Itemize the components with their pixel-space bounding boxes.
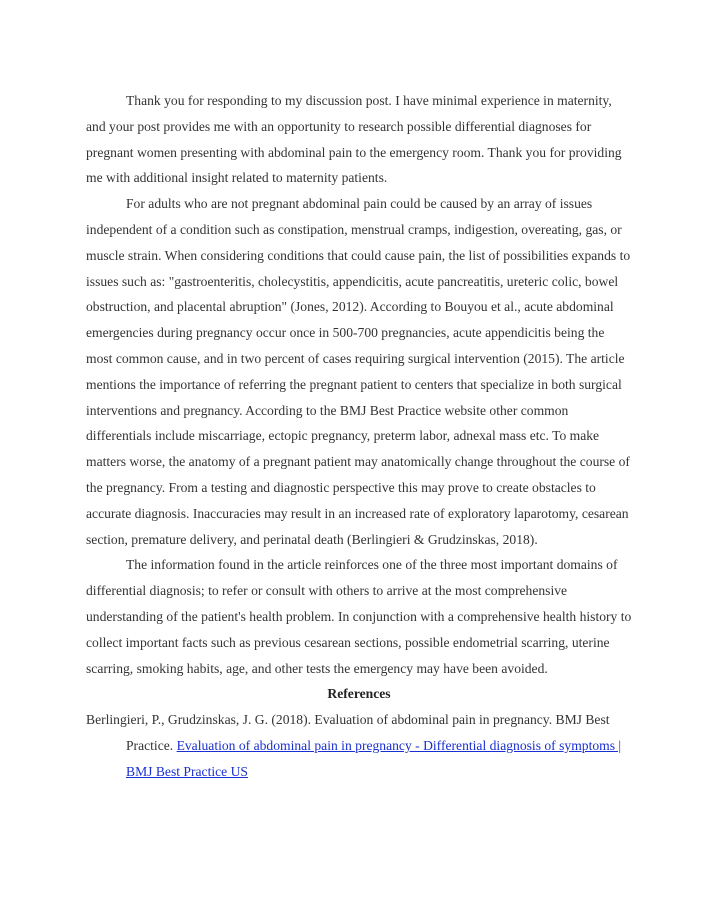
reference-citation: Berlingieri, P., Grudzinskas, J. G. (2018). Evaluation of abdominal pain in pregnancy. BMJ Best Practice.	[86, 712, 610, 753]
reference-link[interactable]: Evaluation of abdominal pain in pregnancy - Differential diagnosis of symptoms | BMJ Best Practice US	[126, 737, 622, 779]
document-body	[86, 88, 632, 785]
paragraph-thanks: Thank you for responding to my discussion post. I have minimal experience in maternity, and your post provides me with an opportunity to research possible differential diagnoses for pregnant women presenting with abdominal pain to the emergency room. Thank you for providing me with additional insight related to maternity patients.	[86, 93, 622, 186]
reference-entry	[86, 707, 632, 784]
references-heading: References	[327, 686, 391, 702]
paragraph-conclusion: The information found in the article reinforces one of the three most important domains of differential diagnosis; to refer or consult with others to arrive at the most comprehensive understanding of the patient's health problem. In conjunction with a comprehensive health history to collect important facts such as previous cesarean sections, possible endometrial scarring, uterine scarring, smoking habits, age, and other tests the emergency may have been avoided.	[86, 557, 632, 676]
paragraph-differentials: For adults who are not pregnant abdominal pain could be caused by an array of issues independent of a condition such as constipation, menstrual cramps, indigestion, overeating, gas, or muscle strain. When considering conditions that could cause pain, the list of possibilities expands to issues such as: "gastroenteritis, cholecystitis, appendicitis, acute pancreatitis, ureteric colic, bowel obstruction, and placental abruption" (Jones, 2012). According to Bouyou et al., acute abdominal emergencies during pregnancy occur once in 500-700 pregnancies, acute appendicitis being the most common cause, and in two percent of cases requiring surgical intervention (2015). The article mentions the importance of referring the pregnant patient to centers that specialize in both surgical interventions and pregnancy. According to the BMJ Best Practice website other common differentials include miscarriage, ectopic pregnancy, preterm labor, adnexal mass etc. To make matters worse, the anatomy of a pregnant patient may anatomically change throughout the course of the pregnancy. From a testing and diagnostic perspective this may prove to create obstacles to accurate diagnosis. Inaccuracies may result in an increased rate of exploratory laparotomy, cesarean section, premature delivery, and perinatal death (Berlingieri & Grudzinskas, 2018).	[86, 196, 631, 547]
